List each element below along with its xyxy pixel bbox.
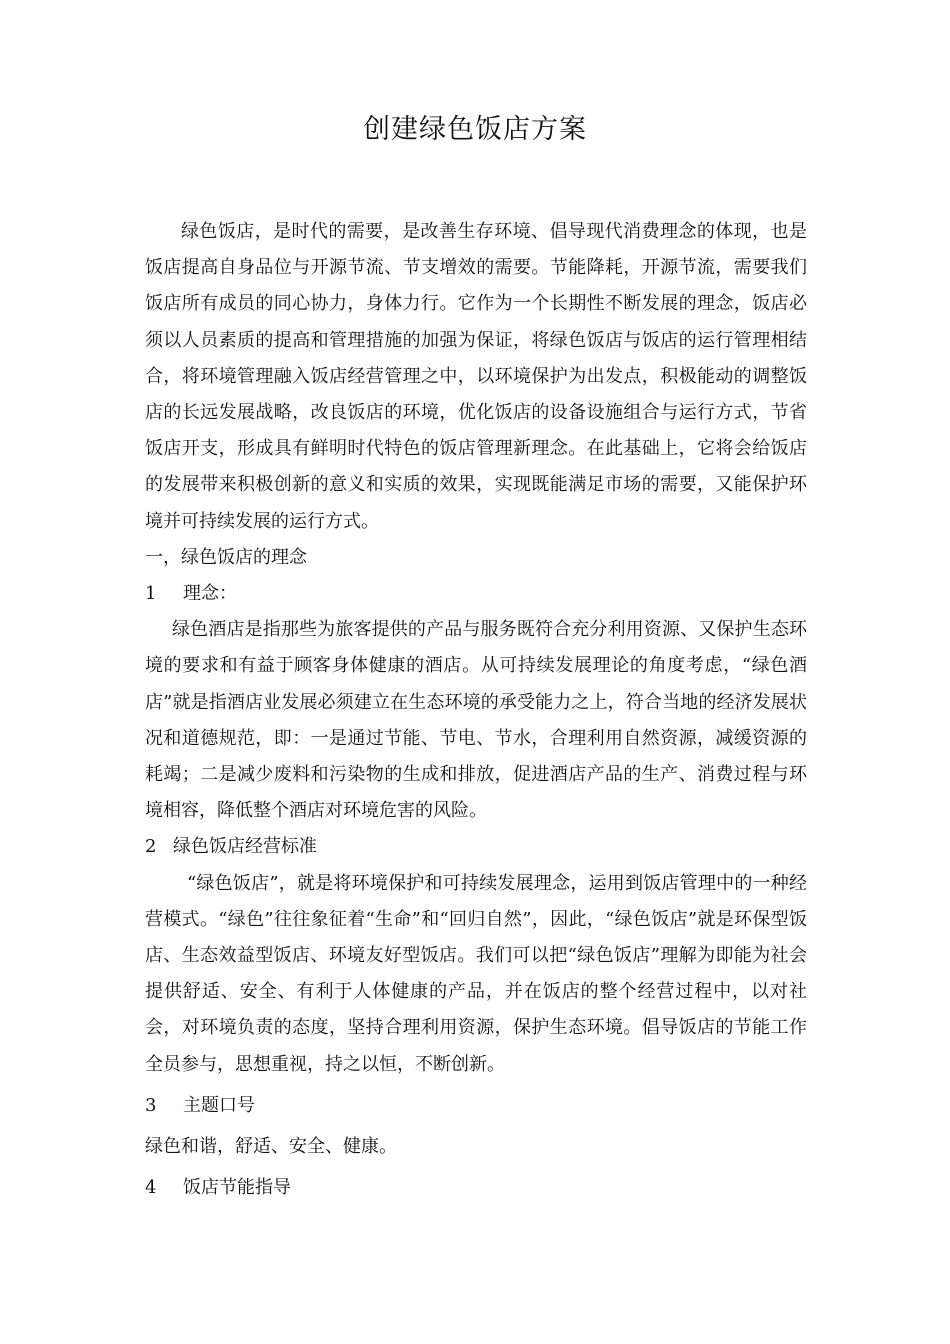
item-label: 绿色饭店经营标准 (173, 836, 317, 858)
item-heading-1 (145, 576, 807, 612)
document-body (145, 214, 807, 1206)
intro-paragraph: 绿色饭店，是时代的需要，是改善生存环境、倡导现代消费理念的体现，也是饭店提高自身品位与开源节流、节支增效的需要。节能降耗，开源节流，需要我们饭店所有成员的同心协力，身体力行。它作为一个长期性不断发展的理念，饭店必须以人员素质的提高和管理措施的加强为保证，将绿色饭店与饭店的运行管理相结合，将环境管理融入饭店经营管理之中，以环境保护为出发点，积极能动的调整饭店的长远发展战略，改良饭店的环境，优化饭店的设备设施组合与运行方式，节省饭店开支，形成具有鲜明时代特色的饭店管理新理念。在此基础上，它将会给饭店的发展带来积极创新的意义和实质的效果，实现既能满足市场的需要，又能保护环境并可持续发展的运行方式。 (145, 221, 807, 532)
item-number: 2 (145, 836, 157, 858)
item-number: 3 (145, 1094, 157, 1116)
item-heading-4 (145, 1170, 807, 1206)
item-label: 主题口号 (183, 1094, 255, 1116)
concept-paragraph: 绿色酒店是指那些为旅客提供的产品与服务既符合充分利用资源、又保护生态环境的要求和有益于顾客身体健康的酒店。从可持续发展理论的角度考虑，“绿色酒店”就是指酒店业发展必须建立在生态环境的承受能力之上，符合当地的经济发展状况和道德规范，即：一是通过节能、节电、节水，合理利用自然资源，减缓资源的耗竭；二是减少废料和污染物的生成和排放，促进酒店产品的生产、消费过程与环境相容，降低整个酒店对环境危害的风险。 (145, 619, 807, 822)
document-title: 创建绿色饭店方案 (363, 114, 587, 145)
item-heading-2 (145, 829, 807, 865)
item-heading-3 (145, 1088, 807, 1124)
item-number: 4 (145, 1177, 157, 1199)
slogan-text: 绿色和谐，舒适、安全、健康。 (145, 1136, 397, 1158)
standard-paragraph: “绿色饭店”，就是将环境保护和可持续发展理念，运用到饭店管理中的一种经营模式。“绿色”往往象征着“生命”和“回归自然”，因此，“绿色饭店”就是环保型饭店、生态效益型饭店、环境友好型饭店。我们可以把“绿色饭店”理解为即能为社会提供舒适、安全、有利于人体健康的产品，并在饭店的整个经营过程中，以对社会，对环境负责的态度，坚持合理利用资源，保护生态环境。倡导饭店的节能工作全员参与，思想重视，持之以恒，不断创新。 (145, 872, 807, 1075)
item-number: 1 (145, 583, 157, 605)
item-label: 理念： (183, 583, 237, 605)
section-heading-concept: 一，绿色饭店的理念 (145, 546, 307, 568)
item-label: 饭店节能指导 (183, 1177, 291, 1199)
